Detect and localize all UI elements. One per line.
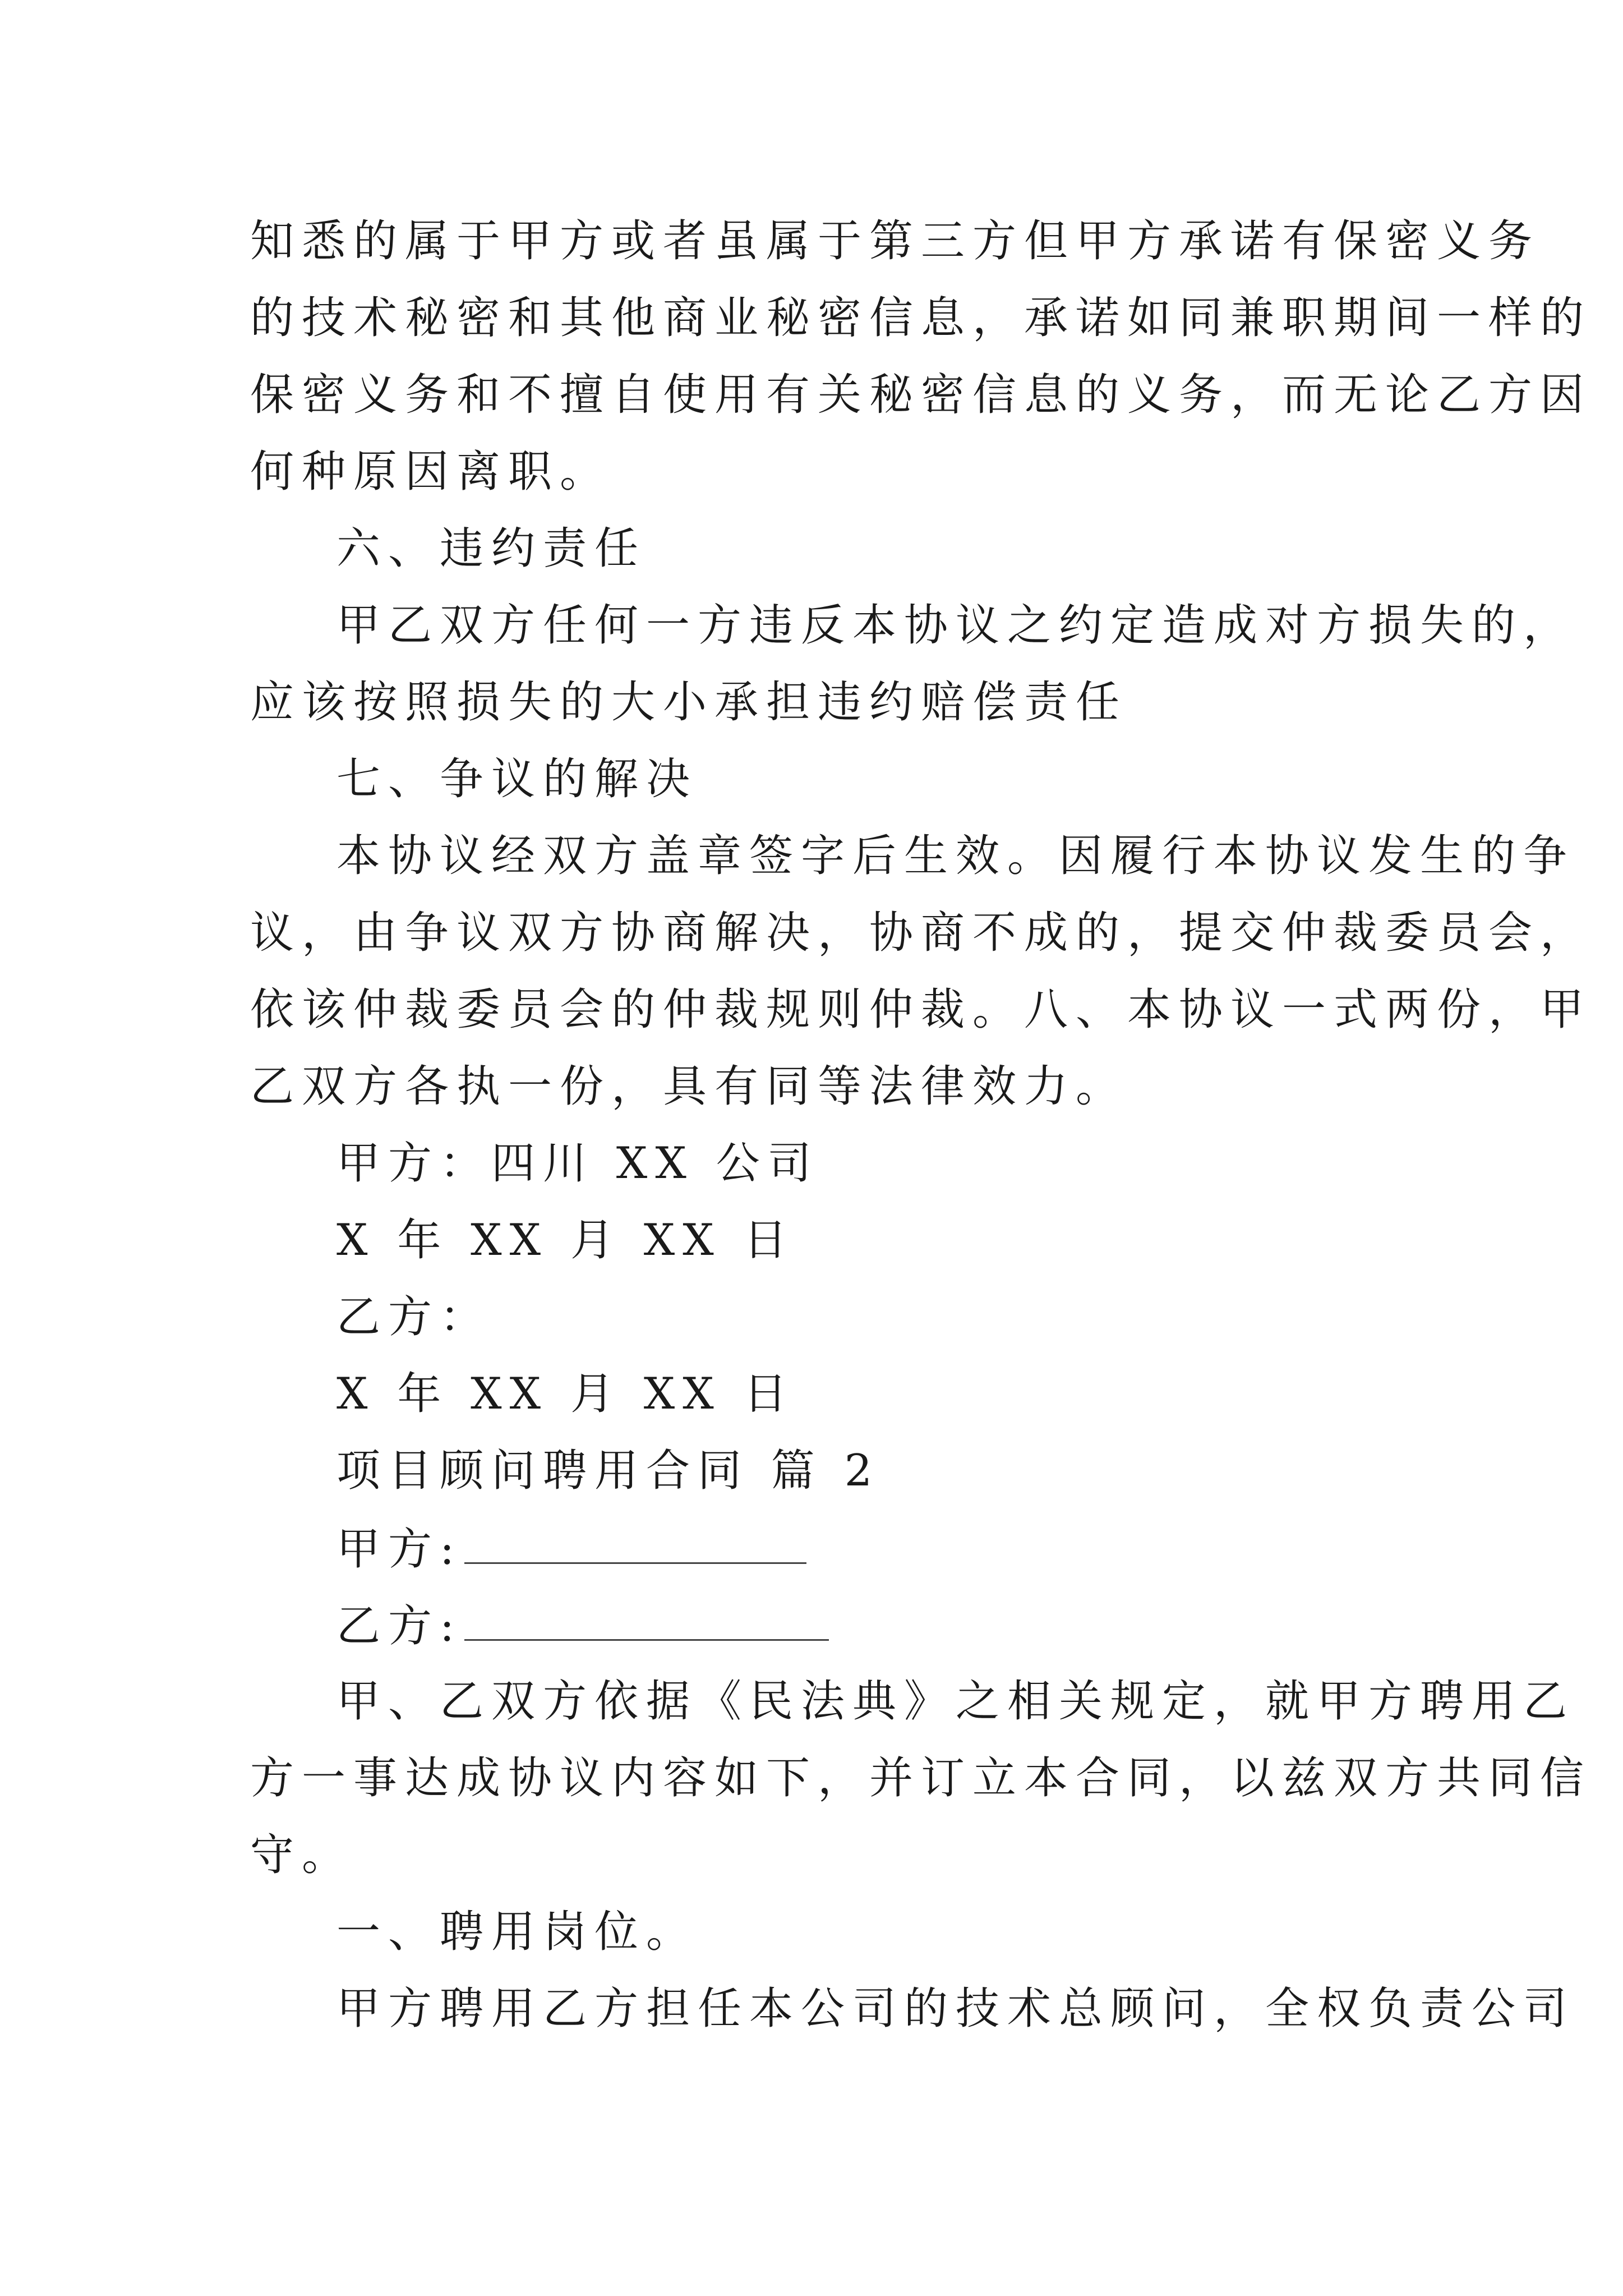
paragraph-line: 守。 bbox=[250, 1830, 354, 1880]
paragraph-line: 保密义务和不擅自使用有关秘密信息的义务，而无论乙方因 bbox=[250, 370, 1592, 420]
party-b-line: 乙方： bbox=[336, 1292, 492, 1342]
paragraph-line: 应该按照损失的大小承担违约赔偿责任 bbox=[250, 677, 1128, 728]
date-line: X 年 XX 月 XX 日 bbox=[336, 1215, 795, 1266]
section-heading: 一、聘用岗位。 bbox=[336, 1907, 698, 1957]
paragraph-line: 知悉的属于甲方或者虽属于第三方但甲方承诺有保密义务 bbox=[250, 216, 1541, 266]
paragraph-line: 本协议经双方盖章签字后生效。因履行本协议发生的争 bbox=[336, 831, 1575, 881]
party-a-line: 甲方：四川 XX 公司 bbox=[336, 1138, 819, 1189]
paragraph-line: 何种原因离职。 bbox=[250, 447, 612, 497]
paragraph-line: 方一事达成协议内容如下，并订立本合同，以兹双方共同信 bbox=[250, 1753, 1592, 1803]
contract-title: 项目顾问聘用合同 篇 2 bbox=[336, 1446, 880, 1496]
party-a-signature-line bbox=[336, 1521, 806, 1576]
paragraph-line: 的技术秘密和其他商业秘密信息，承诺如同兼职期间一样的 bbox=[250, 293, 1592, 343]
party-b-signature-line bbox=[336, 1598, 829, 1653]
section-heading: 六、违约责任 bbox=[336, 523, 647, 574]
paragraph-line: 甲方聘用乙方担任本公司的技术总顾问，全权负责公司 bbox=[336, 1984, 1575, 2034]
paragraph-line: 甲、乙双方依据《民法典》之相关规定，就甲方聘用乙 bbox=[336, 1676, 1575, 1727]
section-heading: 七、争议的解决 bbox=[336, 754, 698, 804]
party-a-blank bbox=[464, 1521, 806, 1564]
date-line: X 年 XX 月 XX 日 bbox=[336, 1369, 795, 1419]
party-b-label: 乙方: bbox=[336, 1601, 463, 1651]
party-b-blank bbox=[464, 1598, 829, 1641]
paragraph-line: 依该仲裁委员会的仲裁规则仲裁。八、本协议一式两份，甲 bbox=[250, 984, 1592, 1035]
paragraph-line: 乙双方各执一份，具有同等法律效力。 bbox=[250, 1061, 1128, 1112]
party-a-label: 甲方: bbox=[336, 1524, 463, 1575]
paragraph-line: 甲乙双方任何一方违反本协议之约定造成对方损失的， bbox=[336, 600, 1575, 651]
paragraph-line: 议，由争议双方协商解决，协商不成的，提交仲裁委员会， bbox=[250, 908, 1592, 958]
